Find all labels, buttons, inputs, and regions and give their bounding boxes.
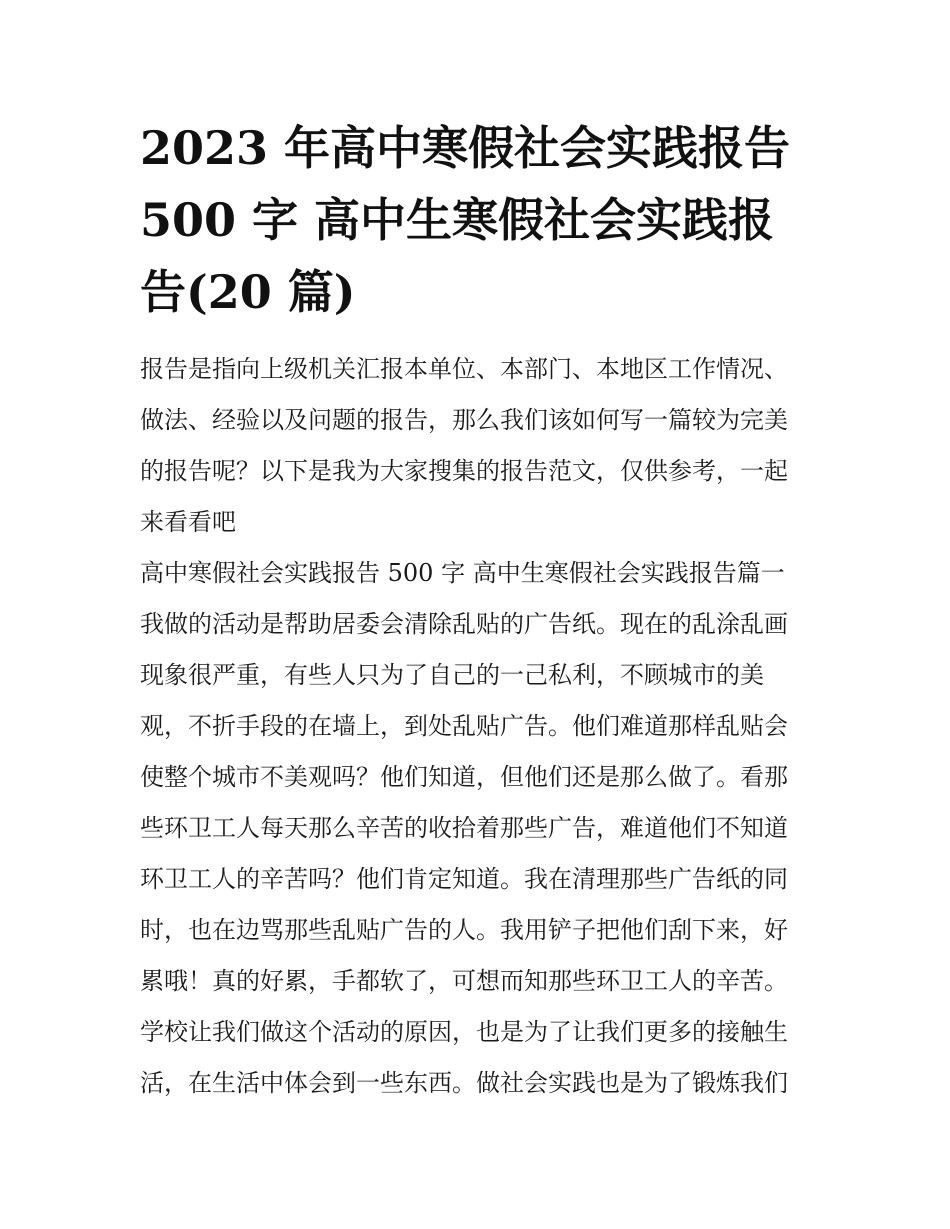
body-line-8: 观，不折手段的在墙上，到处乱贴广告。他们难道那样乱贴会	[140, 712, 788, 740]
body-line-3: 的报告呢？以下是我为大家搜集的报告范文，仅供参考，一起	[140, 457, 788, 485]
body-line-13: 累哦！真的好累，手都软了，可想而知那些环卫工人的辛苦。	[140, 967, 788, 995]
body-line-9: 使整个城市不美观吗？他们知道，但他们还是那么做了。看那	[140, 763, 788, 791]
body-line-11: 环卫工人的辛苦吗？他们肯定知道。我在清理那些广告纸的同	[140, 865, 788, 893]
body-line-6: 我做的活动是帮助居委会清除乱贴的广告纸。现在的乱涂乱画	[140, 610, 788, 638]
body-line-1: 报告是指向上级机关汇报本单位、本部门、本地区工作情况、	[140, 355, 788, 383]
title-line-3: 告(20 篇)	[140, 265, 356, 319]
document-title	[140, 112, 812, 328]
body-line-14: 学校让我们做这个活动的原因，也是为了让我们更多的接触生	[140, 1018, 788, 1046]
body-line-12: 时，也在边骂那些乱贴广告的人。我用铲子把他们刮下来，好	[140, 916, 788, 944]
document-body	[140, 344, 812, 1109]
body-line-4: 来看看吧	[140, 508, 236, 536]
title-line-2: 500 字 高中生寒假社会实践报	[140, 193, 775, 247]
body-line-7: 现象很严重，有些人只为了自己的一己私利，不顾城市的美	[140, 661, 764, 689]
body-line-15: 活，在生活中体会到一些东西。做社会实践也是为了锻炼我们	[140, 1069, 788, 1097]
title-line-1: 2023 年高中寒假社会实践报告	[140, 121, 791, 175]
body-line-10: 些环卫工人每天那么辛苦的收拾着那些广告，难道他们不知道	[140, 814, 788, 842]
section-heading: 高中寒假社会实践报告 500 字 高中生寒假社会实践报告篇一	[140, 559, 785, 587]
body-line-2: 做法、经验以及问题的报告，那么我们该如何写一篇较为完美	[140, 406, 788, 434]
